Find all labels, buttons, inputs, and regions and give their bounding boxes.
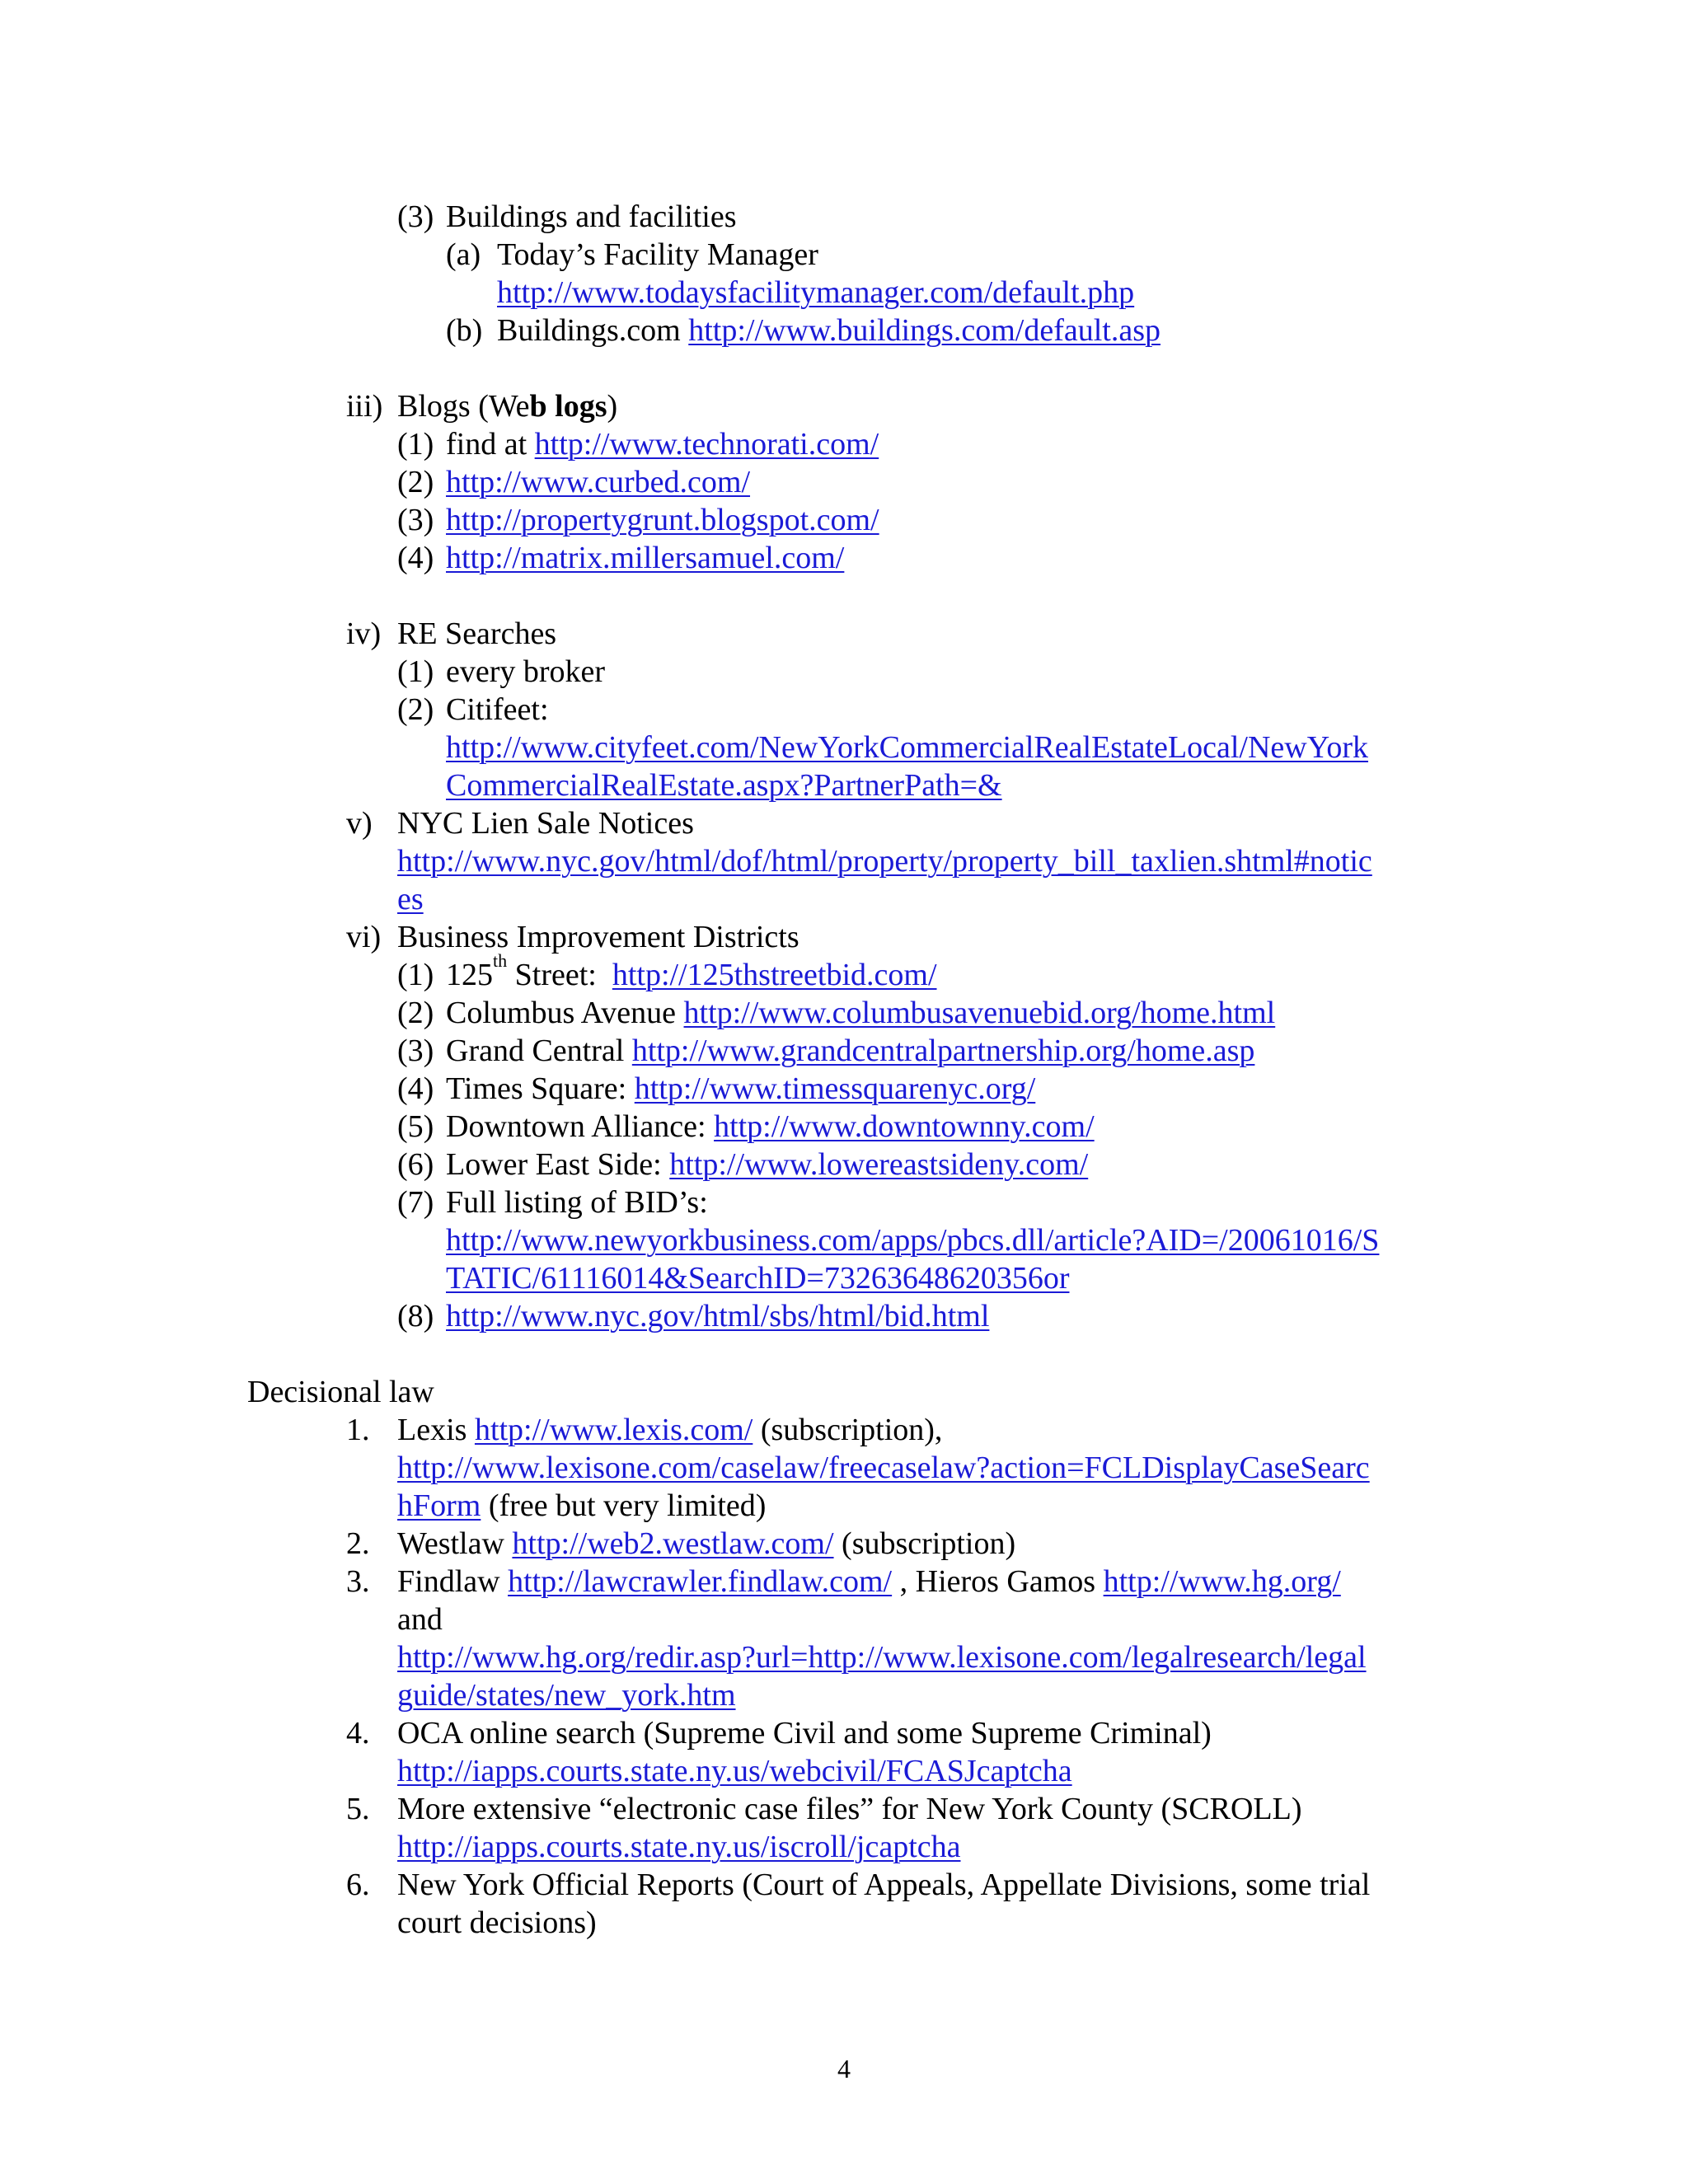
section-label-re-searches: RE Searches bbox=[397, 616, 557, 651]
list-marker: (1) bbox=[397, 427, 434, 462]
list-item-text: Citifeet: bbox=[446, 692, 549, 727]
link-iscroll[interactable]: http://iapps.courts.state.ny.us/iscroll/jcaptcha bbox=[397, 1830, 961, 1864]
section-label-blogs: Blogs (Web logs) bbox=[397, 389, 618, 424]
list-marker: (1) bbox=[397, 654, 434, 689]
link-todays-facility-manager[interactable]: http://www.todaysfacilitymanager.com/default.php bbox=[497, 275, 1135, 310]
list-marker: (3) bbox=[397, 199, 434, 234]
section-label-buildings: Buildings and facilities bbox=[446, 199, 737, 234]
list-item-text: every broker bbox=[446, 654, 606, 689]
link-lexisone-cont[interactable]: hForm bbox=[397, 1488, 481, 1523]
list-marker: (2) bbox=[397, 692, 434, 727]
list-marker: v) bbox=[346, 806, 373, 841]
list-item-text: Lexis bbox=[397, 1413, 467, 1447]
list-marker: (3) bbox=[397, 1033, 434, 1068]
list-item-text: Full listing of BID’s: bbox=[446, 1185, 708, 1220]
link-hg-redir-cont[interactable]: guide/states/new_york.htm bbox=[397, 1678, 736, 1713]
list-item-text: Grand Central bbox=[446, 1033, 625, 1068]
link-cityfeet[interactable]: http://www.cityfeet.com/NewYorkCommercialRealEstateLocal/NewYork bbox=[446, 730, 1369, 765]
list-marker: 3. bbox=[346, 1564, 370, 1599]
link-125th-street[interactable]: http://125thstreetbid.com/ bbox=[612, 958, 937, 992]
list-marker: (1) bbox=[397, 958, 434, 992]
link-hieros-gamos[interactable]: http://www.hg.org/ bbox=[1103, 1564, 1341, 1599]
link-nyc-taxlien[interactable]: http://www.nyc.gov/html/dof/html/property/property_bill_taxlien.shtml#notic bbox=[397, 844, 1372, 879]
list-item-text: and bbox=[397, 1602, 443, 1637]
link-nyc-sbs-bid[interactable]: http://www.nyc.gov/html/sbs/html/bid.html bbox=[446, 1299, 990, 1333]
list-marker: (b) bbox=[446, 313, 483, 348]
link-millersamuel[interactable]: http://matrix.millersamuel.com/ bbox=[446, 541, 845, 575]
list-item-note: (free but very limited) bbox=[488, 1488, 767, 1523]
link-bid-listing-cont[interactable]: TATIC/61116014&SearchID=73263648620356or bbox=[446, 1261, 1070, 1296]
list-marker: iii) bbox=[346, 389, 383, 424]
list-marker: (7) bbox=[397, 1185, 434, 1220]
link-times-square[interactable]: http://www.timessquarenyc.org/ bbox=[634, 1071, 1036, 1106]
list-marker: 6. bbox=[346, 1868, 370, 1902]
list-item-text: 125th Street: bbox=[446, 950, 597, 992]
list-item-text: Downtown Alliance: bbox=[446, 1109, 706, 1144]
list-item-text: Today’s Facility Manager bbox=[497, 237, 818, 272]
list-marker: (2) bbox=[397, 996, 434, 1030]
list-item-text: New York Official Reports (Court of Appeals, Appellate Divisions, some trial bbox=[397, 1868, 1371, 1902]
list-marker: (3) bbox=[397, 503, 434, 537]
list-item-note: (subscription) bbox=[842, 1526, 1016, 1561]
page-number: 4 bbox=[837, 2054, 851, 2083]
list-item-text: find at bbox=[446, 427, 528, 462]
link-lexis[interactable]: http://www.lexis.com/ bbox=[474, 1413, 753, 1447]
link-grand-central[interactable]: http://www.grandcentralpartnership.org/home.asp bbox=[631, 1033, 1255, 1068]
link-downtown-alliance[interactable]: http://www.downtownny.com/ bbox=[714, 1109, 1095, 1144]
list-marker: 2. bbox=[346, 1526, 370, 1561]
list-marker: 4. bbox=[346, 1716, 370, 1750]
link-cityfeet-cont[interactable]: CommercialRealEstate.aspx?PartnerPath=& bbox=[446, 768, 1002, 803]
list-marker: (8) bbox=[397, 1299, 434, 1333]
list-item-text: court decisions) bbox=[397, 1905, 597, 1940]
list-item-text: Findlaw bbox=[397, 1564, 500, 1599]
link-curbed[interactable]: http://www.curbed.com/ bbox=[446, 465, 751, 499]
list-marker: (4) bbox=[397, 541, 434, 575]
link-lower-east-side[interactable]: http://www.lowereastsideny.com/ bbox=[669, 1147, 1089, 1182]
link-lexisone[interactable]: http://www.lexisone.com/caselaw/freecaselaw?action=FCLDisplayCaseSearc bbox=[397, 1451, 1370, 1485]
list-item-text: Lower East Side: bbox=[446, 1147, 662, 1182]
list-marker: (4) bbox=[397, 1071, 434, 1106]
list-marker: 5. bbox=[346, 1792, 370, 1826]
link-findlaw[interactable]: http://lawcrawler.findlaw.com/ bbox=[508, 1564, 893, 1599]
list-marker: 1. bbox=[346, 1413, 370, 1447]
list-marker: (6) bbox=[397, 1147, 434, 1182]
link-nyc-taxlien-cont[interactable]: es bbox=[397, 882, 424, 916]
list-item-text: Columbus Avenue bbox=[446, 996, 677, 1030]
list-item-text: Times Square: bbox=[446, 1071, 627, 1106]
list-marker: (5) bbox=[397, 1109, 434, 1144]
list-marker: iv) bbox=[346, 616, 382, 651]
list-marker: (2) bbox=[397, 465, 434, 499]
link-oca-webcivil[interactable]: http://iapps.courts.state.ny.us/webcivil/FCASJcaptcha bbox=[397, 1754, 1072, 1788]
link-propertygrunt[interactable]: http://propertygrunt.blogspot.com/ bbox=[446, 503, 879, 537]
list-item-note: (subscription), bbox=[760, 1413, 943, 1447]
link-hg-redir[interactable]: http://www.hg.org/redir.asp?url=http://www.lexisone.com/legalresearch/legal bbox=[397, 1640, 1367, 1675]
list-marker: (a) bbox=[446, 237, 481, 272]
list-item-text: More extensive “electronic case files” for New York County (SCROLL) bbox=[397, 1792, 1302, 1826]
list-marker: vi) bbox=[346, 920, 382, 954]
link-columbus-avenue[interactable]: http://www.columbusavenuebid.org/home.html bbox=[683, 996, 1276, 1030]
list-item-text: Buildings.com bbox=[497, 313, 681, 348]
list-item-text: OCA online search (Supreme Civil and some Supreme Criminal) bbox=[397, 1716, 1212, 1750]
list-item-text: Westlaw bbox=[397, 1526, 504, 1561]
link-buildings-com[interactable]: http://www.buildings.com/default.asp bbox=[688, 313, 1160, 348]
link-westlaw[interactable]: http://web2.westlaw.com/ bbox=[512, 1526, 834, 1561]
list-item-text: , Hieros Gamos bbox=[899, 1564, 1096, 1599]
section-label-bids: Business Improvement Districts bbox=[397, 920, 799, 954]
section-label-lien: NYC Lien Sale Notices bbox=[397, 806, 694, 841]
link-bid-listing[interactable]: http://www.newyorkbusiness.com/apps/pbcs.dll/article?AID=/20061016/S bbox=[446, 1223, 1380, 1258]
section-heading-decisional-law: Decisional law bbox=[247, 1375, 434, 1409]
link-technorati[interactable]: http://www.technorati.com/ bbox=[534, 427, 879, 462]
